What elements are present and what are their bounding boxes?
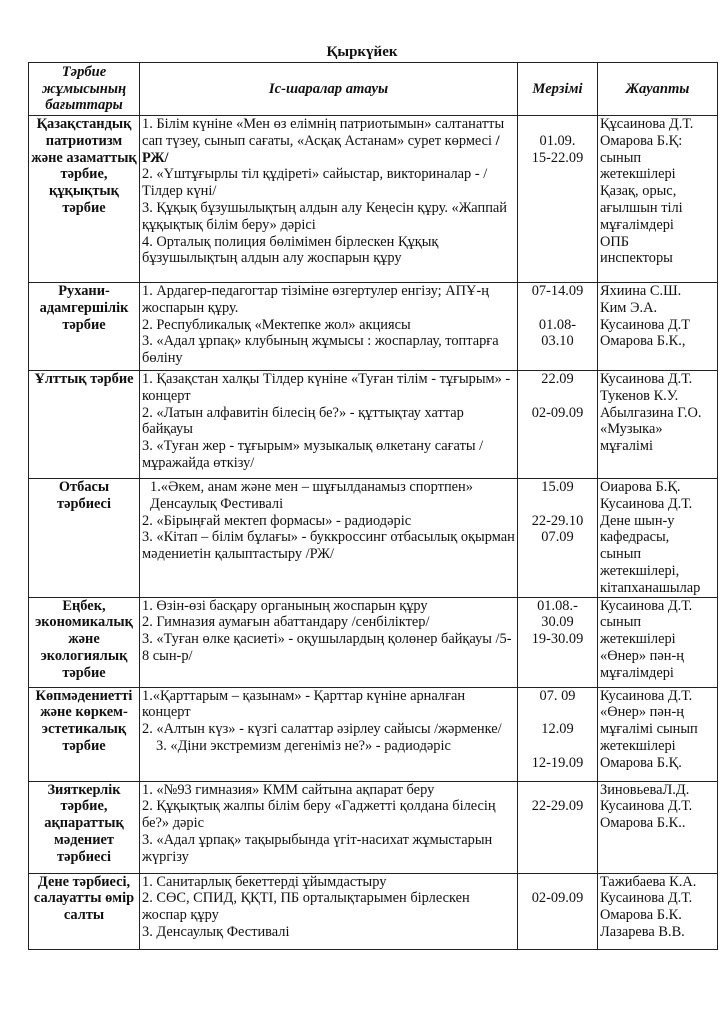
activity-item: 2. «Бірыңғай мектеп формасы» - радиодәріс xyxy=(142,512,412,529)
direction-cell: Зияткерлік тәрбие, ақпараттық мәдениет тәрбиесі xyxy=(29,781,140,873)
header-deadline: Мерзімі xyxy=(518,63,598,116)
activities-cell xyxy=(140,371,518,479)
table-row xyxy=(29,371,718,479)
responsible-name: мұғалімі xyxy=(600,438,654,455)
responsible-name: ОПБ xyxy=(600,233,630,250)
table-row xyxy=(29,687,718,781)
responsible-name: жетекшілері xyxy=(600,737,676,754)
table-header-row xyxy=(29,63,718,116)
responsible-name: ағылшын тілі xyxy=(600,199,683,216)
responsible-name: Кусаинова Д.Т. xyxy=(600,798,693,815)
responsible-cell xyxy=(598,283,718,371)
responsible-name: мұғалімдері xyxy=(600,216,674,233)
responsible-name: Омарова Б.К., xyxy=(600,333,686,350)
activities-cell xyxy=(140,116,518,283)
activity-item: 1. «№93 гимназия» КММ сайтына ақпарат беру xyxy=(142,781,435,798)
responsible-name: Абылгазина Г.О. xyxy=(600,404,702,421)
date-value: 07-14.09 xyxy=(531,283,584,299)
date-value: 12.09 xyxy=(541,721,574,738)
plan-table xyxy=(28,62,718,950)
activity-item: 3. Денсаулық Фестивалі xyxy=(142,923,290,940)
responsible-cell xyxy=(598,597,718,687)
responsible-name: Ким Э.А. xyxy=(600,299,658,316)
responsible-name: «Өнер» пән-ң xyxy=(600,647,684,664)
header-responsible: Жауапты xyxy=(598,63,718,116)
responsible-name: ЗиновьеваЛ.Д. xyxy=(600,781,690,798)
activity-item: 1.«Қарттарым – қазынам» - Қарттар күніне арналған концерт xyxy=(142,687,466,721)
responsible-cell xyxy=(598,116,718,283)
date-value: 02-09.09 xyxy=(531,404,584,421)
table-row xyxy=(29,116,718,283)
responsible-name: Кусаинова Д.Т xyxy=(600,316,691,333)
responsible-name: Кусаинова Д.Т. xyxy=(600,495,693,512)
dates-cell xyxy=(518,597,598,687)
dates-cell xyxy=(518,479,598,598)
responsible-name: жетекшілері, xyxy=(600,562,680,579)
activity-item: 2. «Латын алфавитін білесің бе?» - құттықтау хаттар байқауы xyxy=(142,404,464,438)
activity-item: 1. Өзін-өзі басқару органының жоспарын құру xyxy=(142,597,428,614)
activities-cell xyxy=(140,781,518,873)
activity-item: 1. Қазақстан халқы Тілдер күніне «Туған тілім - тұғырым» - концерт xyxy=(142,371,511,404)
date-value: 12-19.09 xyxy=(531,754,584,771)
direction-cell: Рухани-адамгершілік тәрбие xyxy=(29,283,140,371)
dates-cell xyxy=(518,781,598,873)
direction-cell: Дене тәрбиесі, салауатты өмір салты xyxy=(29,873,140,949)
responsible-cell xyxy=(598,479,718,598)
responsible-name: сынып xyxy=(600,149,642,166)
date-value: 22-29.10 xyxy=(531,512,584,529)
responsible-name: «Өнер» пән-ң xyxy=(600,704,684,721)
date-value: 30.09 xyxy=(541,614,574,631)
activity-item: 2. Республикалық «Мектепке жол» акциясы xyxy=(142,316,411,333)
responsible-name: Яхиина С.Ш. xyxy=(600,283,682,299)
responsible-name: Омарова Б.К. xyxy=(600,907,682,924)
responsible-name: кітапханашылар xyxy=(600,579,701,596)
activity-item: 3. «Туған өлке қасиеті» - оқушылардың қолөнер байқауы /5-8 сын-р/ xyxy=(142,631,512,664)
responsible-name: Кусаинова Д.Т. xyxy=(600,597,693,614)
activity-item: 3. «Адал ұрпақ» клубының жұмысы : жоспарлау, топтарға бөліну xyxy=(142,333,499,367)
responsible-name: Кусаинова Д.Т. xyxy=(600,371,693,387)
table-row xyxy=(29,283,718,371)
header-activities: Іс-шаралар атауы xyxy=(140,63,518,116)
date-value: 01.09. xyxy=(539,132,576,149)
activities-cell xyxy=(140,597,518,687)
responsible-cell xyxy=(598,371,718,479)
responsible-cell xyxy=(598,873,718,949)
table-row xyxy=(29,597,718,687)
responsible-cell xyxy=(598,781,718,873)
date-value: 15.09 xyxy=(541,479,574,495)
responsible-name: жетекшілері xyxy=(600,631,676,648)
page-title: Қыркүйек xyxy=(326,44,398,60)
date-value: 22-29.09 xyxy=(531,798,584,815)
activity-item: 3. «Туған жер - тұғырым» музыкалық өлкетану сағаты /мұражайда өткізу/ xyxy=(142,438,484,471)
direction-cell: Қазақстандық патриотизм және азаматтық тәрбие, құқықтық тәрбие xyxy=(29,116,140,283)
responsible-name: Дене шын-у xyxy=(600,512,675,529)
responsible-name: мұғалімдері xyxy=(600,664,674,681)
activity-item: 3. «Кітап – білім бұлағы» - буккроссинг отбасылық оқырман мәдениетін қалыптастыру /РЖ/ xyxy=(142,529,515,563)
activity-item: 2. СӨС, СПИД, ҚҚТІ, ПБ орталықтарымен бірлескен жоспар құру xyxy=(142,890,470,924)
activity-item: 3. «Діни экстремизм дегеніміз не?» - радиодәріс xyxy=(156,737,451,754)
responsible-name: Қазақ, орыс, xyxy=(600,183,677,200)
date-value: 15-22.09 xyxy=(531,149,584,166)
responsible-name: мұғалімі сынып xyxy=(600,721,698,738)
responsible-name: сынып xyxy=(600,614,642,631)
responsible-name: Лазарева В.В. xyxy=(600,923,685,940)
responsible-name: Омарова Б.Қ: xyxy=(600,132,683,149)
table-row xyxy=(29,873,718,949)
date-value: 02-09.09 xyxy=(531,890,584,907)
responsible-name: «Музыка» xyxy=(600,421,663,438)
date-value: 19-30.09 xyxy=(531,631,584,648)
dates-cell xyxy=(518,873,598,949)
responsible-name: Құсаинова Д.Т. xyxy=(600,116,694,132)
activities-cell xyxy=(140,283,518,371)
activity-item: 1. Білім күніне «Мен өз елімнің патриотымын» салтанатты сап түзеу, сынып сағаты, «Асқақ Астанам» сурет көрмесі /РЖ/ xyxy=(142,116,505,166)
responsible-name: жетекшілері xyxy=(600,166,676,183)
activity-item: 1. Санитарлық бекеттерді ұйымдастыру xyxy=(142,873,387,890)
responsible-name: Тажибаева К.А. xyxy=(600,873,697,890)
date-value: 22.09 xyxy=(541,371,574,387)
responsible-name: кафедрасы, xyxy=(600,529,670,546)
activities-cell xyxy=(140,479,518,598)
direction-cell: Ұлттық тәрбие xyxy=(29,371,140,479)
direction-cell: Көпмәдениетті және көркем-эстетикалық тәрбие xyxy=(29,687,140,781)
activity-item: 2. «Алтын күз» - күзгі салаттар әзірлеу сайысы /жәрменке/ xyxy=(142,721,502,738)
date-value: 07. 09 xyxy=(539,687,576,704)
date-value: 01.08.- xyxy=(537,597,578,614)
date-value: 03.10 xyxy=(541,333,574,350)
header-direction: Тәрбие жұмысының бағыттары xyxy=(29,63,140,116)
direction-cell: Отбасы тәрбиесі xyxy=(29,479,140,598)
responsible-name: Тукенов К.У. xyxy=(600,387,679,404)
activity-item: 1.«Әкем, анам және мен – шұғылданамыз спортпен» Денсаулық Фестивалі xyxy=(150,479,473,512)
activity-item: 4. Орталық полиция бөлімімен бірлескен Құқық бұзушылықтың алдын алу жоспарын құру xyxy=(142,233,439,267)
responsible-name: Кусаинова Д.Т. xyxy=(600,687,693,704)
activities-cell xyxy=(140,687,518,781)
responsible-cell xyxy=(598,687,718,781)
table-row xyxy=(29,781,718,873)
direction-cell: Еңбек, экономикалық және экологиялық тәрбие xyxy=(29,597,140,687)
activities-cell xyxy=(140,873,518,949)
responsible-name: сынып xyxy=(600,546,642,563)
dates-cell xyxy=(518,371,598,479)
activity-item: 2. «Үштұғырлы тіл құдіреті» сайыстар, викториналар - /Тілдер күні/ xyxy=(142,166,488,200)
responsible-name: Омарова Б.К.. xyxy=(600,815,686,832)
responsible-name: Кусаинова Д.Т. xyxy=(600,890,693,907)
activity-item: 3. «Адал ұрпақ» тақырыбында үгіт-насихат жұмыстарын жүргізу xyxy=(142,831,493,865)
dates-cell xyxy=(518,116,598,283)
table-row xyxy=(29,479,718,598)
dates-cell xyxy=(518,283,598,371)
responsible-name: Омарова Б.Қ. xyxy=(600,754,682,771)
activity-item: 2. Құқықтық жалпы білім беру «Гаджетті қолдана білесің бе?» дәріс xyxy=(142,798,496,832)
activity-item: 1. Ардагер-педагогтар тізіміне өзгертулер енгізу; АПҰ-ң жоспарын құру. xyxy=(142,283,489,316)
activity-item: 2. Гимназия аумағын абаттандару /сенбіліктер/ xyxy=(142,614,430,631)
date-value: 01.08- xyxy=(538,316,577,333)
date-value: 07.09 xyxy=(541,529,574,546)
responsible-name: Оиарова Б.Қ. xyxy=(600,479,681,495)
responsible-name: инспекторы xyxy=(600,250,673,267)
activity-item: 3. Құқық бұзушылықтың алдын алу Кеңесін құру. «Жаппай құқықтық білім беру» дәрісі xyxy=(142,199,507,233)
dates-cell xyxy=(518,687,598,781)
